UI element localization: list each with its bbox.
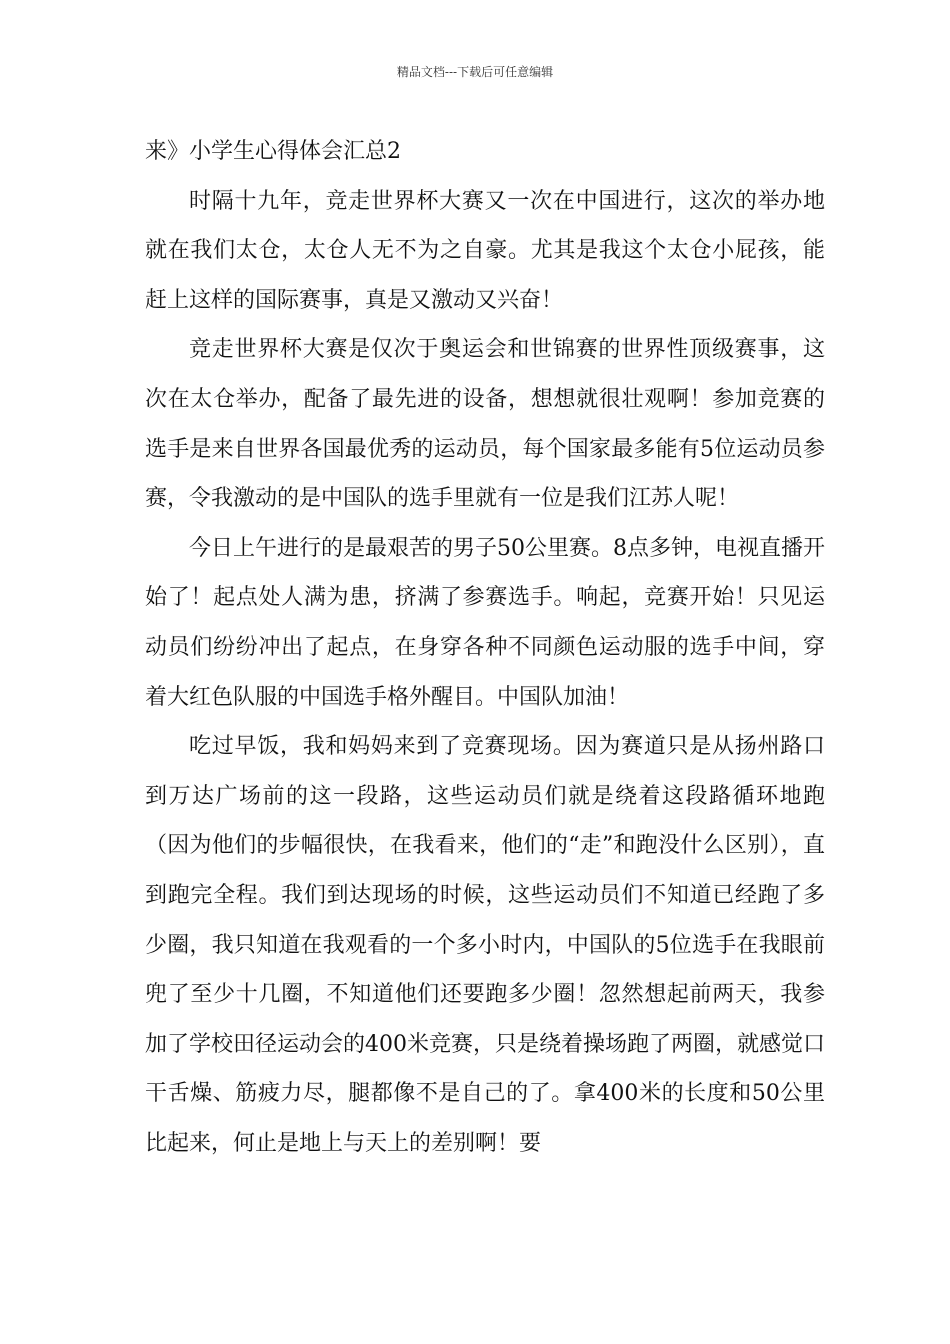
page-header: 精品文档---下载后可任意编辑 <box>396 65 554 79</box>
paragraph-1: 时隔十九年，竞走世界杯大赛又一次在中国进行，这次的举办地就在我们太仓，太仓人无不为之自豪。尤其是我这个太仓小屁孩，能赶上这样的国际赛事，真是又激动又兴奋！ <box>145 188 825 313</box>
paragraph-3: 今日上午进行的是最艰苦的男子50公里赛。8点多钟，电视直播开始了！起点处人满为患，挤满了参赛选手。响起，竞赛开始！只见运动员们纷纷冲出了起点，在身穿各种不同颜色运动服的选手中间，穿着大红色队服的中国选手格外醒目。中国队加油！ <box>145 535 825 710</box>
paragraph-4: 吃过早饭，我和妈妈来到了竞赛现场。因为赛道只是从扬州路口到万达广场前的这一段路，这些运动员们就是绕着这段路循环地跑（因为他们的步幅很快，在我看来，他们的“走”和跑没什么区别），直到跑完全程。我们到达现场的时候，这些运动员们不知道已经跑了多少圈，我只知道在我观看的一个多小时内，中国队的5位选手在我眼前兜了至少十几圈，不知道他们还要跑多少圈！忽然想起前两天，我参加了学校田径运动会的400米竞赛，只是绕着操场跑了两圈，就感觉口干舌燥、筋疲力尽，腿都像不是自己的了。拿400米的长度和50公里比起来，何止是地上与天上的差别啊！要 <box>145 734 825 1156</box>
title-line: 来》小学生心得体会汇总2 <box>145 139 401 164</box>
document-body <box>145 127 825 1168</box>
paragraph-2: 竞走世界杯大赛是仅次于奥运会和世锦赛的世界性顶级赛事，这次在太仓举办，配备了最先进的设备，想想就很壮观啊！参加竞赛的选手是来自世界各国最优秀的运动员，每个国家最多能有5位运动员参赛，令我激动的是中国队的选手里就有一位是我们江苏人呢！ <box>145 337 825 512</box>
